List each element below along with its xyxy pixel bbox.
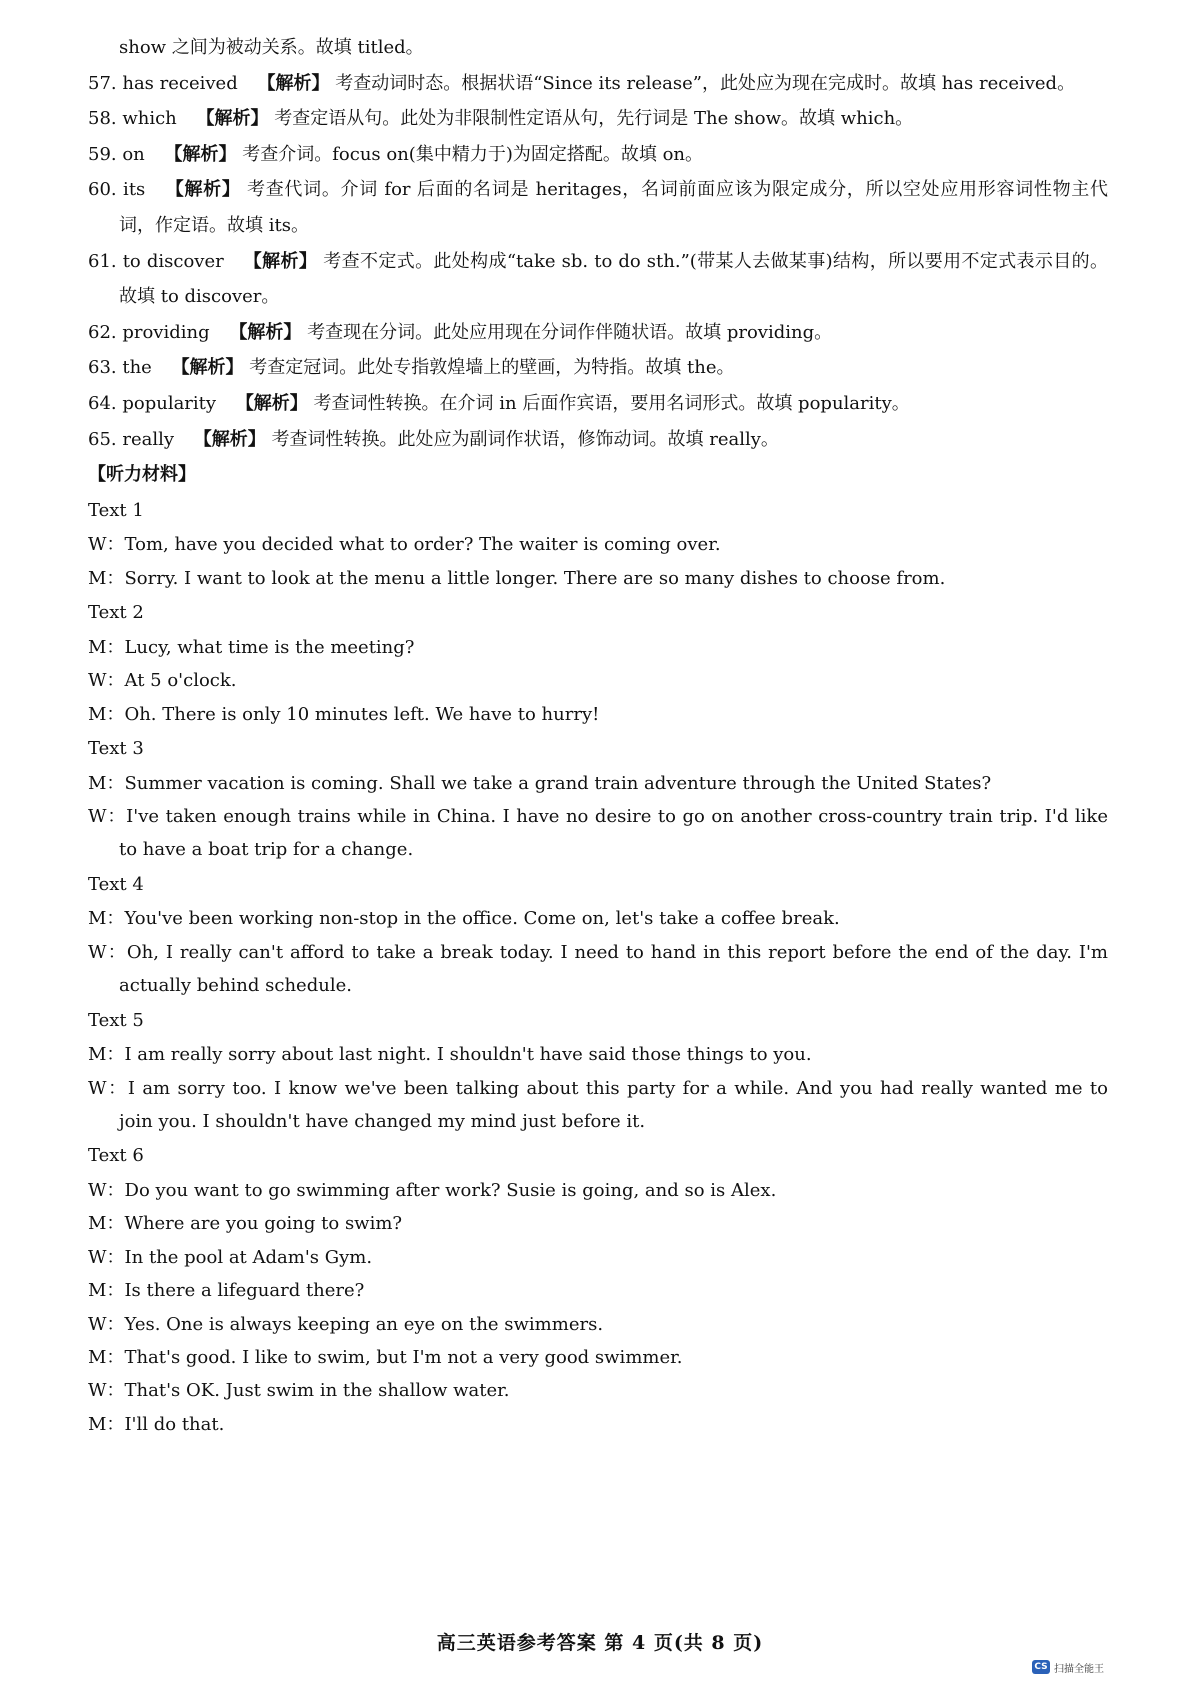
analysis-body: 考查动词时态。根据状语“Since its release”，此处应为现在完成时。故填 has received。 <box>335 72 1076 94</box>
camscanner-label: 扫描全能王 <box>1054 1663 1104 1675</box>
dialogue-line <box>88 936 1108 1003</box>
answer-text: 63. the <box>88 357 152 379</box>
dialogue-text: Summer vacation is coming. Shall we take a grand train adventure through the United States? <box>124 772 992 794</box>
transcript-label: Text 4 <box>88 873 144 895</box>
speaker-label: M： <box>88 1044 125 1066</box>
dialogue-text: Lucy, what time is the meeting? <box>124 636 415 658</box>
dialogue-text: Oh, I really can't afford to take a break today. I need to hand in this report before the end of the day. I'm actually behind schedule. <box>119 941 1108 997</box>
speaker-label: M： <box>88 772 125 794</box>
analysis-tag: 【解析】 <box>193 428 266 450</box>
dialogue-text: You've been working non-stop in the office. Come on, let's take a coffee break. <box>124 908 840 930</box>
dialogue-text: At 5 o'clock. <box>124 670 237 692</box>
dialogue-text: Is there a lifeguard there? <box>124 1280 365 1302</box>
dialogue-text: In the pool at Adam's Gym. <box>124 1246 373 1268</box>
dialogue-line <box>88 1174 1108 1207</box>
transcript-label: Text 2 <box>88 602 144 624</box>
dialogue-line <box>88 1408 1108 1441</box>
answer-page <box>88 30 1108 1441</box>
dialogue-text: I'll do that. <box>124 1413 225 1435</box>
dialogue-line <box>88 528 1108 561</box>
speaker-label: M： <box>88 567 125 589</box>
answer-text: 60. its <box>88 179 146 201</box>
dialogue-line <box>88 698 1108 731</box>
answer-text: 59. on <box>88 143 145 165</box>
speaker-label: W： <box>88 941 127 963</box>
answer-item-58 <box>88 101 1108 137</box>
transcript-label: Text 6 <box>88 1145 144 1167</box>
speaker-label: W： <box>88 805 127 827</box>
dialogue-text: I've taken enough trains while in China. I have no desire to go on another cross-country train trip. I'd like to have a boat trip for a change. <box>119 805 1108 861</box>
dialogue-text: That's good. I like to swim, but I'm not a very good swimmer. <box>124 1347 683 1368</box>
analysis-body: 考查不定式。此处构成“take sb. to do sth.”(带某人去做某事)结构，所以要用不定式表示目的。故填 to discover。 <box>119 250 1108 308</box>
answer-text: 62. providing <box>88 321 210 343</box>
dialogue-text: Tom, have you decided what to order? The waiter is coming over. <box>124 534 721 556</box>
speaker-label: M： <box>88 1347 125 1368</box>
analysis-tag: 【解析】 <box>165 179 241 201</box>
speaker-label: M： <box>88 1213 125 1235</box>
answer-text: 61. to discover <box>88 250 224 272</box>
scanner-watermark <box>1032 1656 1172 1678</box>
transcript-label: Text 5 <box>88 1009 144 1031</box>
dialogue-line <box>88 664 1108 697</box>
dialogue-text: I am sorry too. I know we've been talking about this party for a while. And you had really wanted me to join you. I shouldn't have changed my mind just before it. <box>119 1077 1108 1132</box>
dialogue-text: Sorry. I want to look at the menu a little longer. There are so many dishes to choose from. <box>124 567 946 589</box>
dialogue-text: I am really sorry about last night. I shouldn't have said those things to you. <box>124 1044 812 1066</box>
dialogue-line <box>88 1241 1108 1274</box>
dialogue-line <box>88 631 1108 664</box>
analysis-tag: 【解析】 <box>229 321 302 343</box>
dialogue-line <box>88 1207 1108 1240</box>
speaker-label: W： <box>88 1246 125 1268</box>
dialogue-line <box>88 1072 1108 1139</box>
speaker-label: M： <box>88 1413 125 1435</box>
analysis-tag: 【解析】 <box>196 108 269 130</box>
analysis-body: 考查定语从句。此处为非限制性定语从句，先行词是 The show。故填 which。 <box>274 108 914 130</box>
answer-item-64 <box>88 386 1108 422</box>
listening-section-title: 【听力材料】 <box>88 464 196 486</box>
dialogue-line <box>88 1308 1108 1341</box>
dialogue-line <box>88 1374 1108 1407</box>
answer-text: 57. has received <box>88 72 238 94</box>
dialogue-line <box>88 1274 1108 1307</box>
analysis-body: 考查代词。介词 for 后面的名词是 heritages，名词前面应该为限定成分，所以空处应用形容词性物主代词，作定语。故填 its。 <box>119 179 1109 236</box>
dialogue-line <box>88 1341 1108 1374</box>
answer-item-65 <box>88 422 1108 458</box>
transcript-label: Text 3 <box>88 737 144 759</box>
answer-item-60 <box>88 172 1108 243</box>
camscanner-logo-icon: CS <box>1032 1660 1050 1674</box>
listening-transcripts <box>88 493 1108 1442</box>
speaker-label: M： <box>88 636 125 658</box>
dialogue-text: Yes. One is always keeping an eye on the swimmers. <box>124 1313 604 1335</box>
answer-56-continuation: show 之间为被动关系。故填 titled。 <box>119 37 424 58</box>
answer-item-63 <box>88 350 1108 386</box>
speaker-label: W： <box>88 534 125 556</box>
speaker-label: M： <box>88 1280 125 1302</box>
speaker-label: W： <box>88 1179 125 1201</box>
page-footer: 高三英语参考答案 第 4 页(共 8 页) <box>436 1632 764 1654</box>
transcript-label: Text 1 <box>88 499 144 521</box>
answer-item-61 <box>88 244 1108 315</box>
analysis-body: 考查词性转换。此处应为副词作状语，修饰动词。故填 really。 <box>271 428 779 450</box>
analysis-body: 考查词性转换。在介词 in 后面作宾语，要用名词形式。故填 popularity。 <box>313 392 910 414</box>
answer-text: 58. which <box>88 108 177 130</box>
dialogue-line <box>88 562 1108 595</box>
analysis-tag: 【解析】 <box>243 250 318 272</box>
dialogue-text: Where are you going to swim? <box>124 1213 403 1235</box>
answer-text: 65. really <box>88 428 175 450</box>
analysis-tag: 【解析】 <box>257 72 330 94</box>
analysis-tag: 【解析】 <box>164 143 237 165</box>
answer-item-57 <box>88 66 1108 102</box>
dialogue-line <box>88 1038 1108 1071</box>
answer-item-62 <box>88 315 1108 351</box>
dialogue-text: Oh. There is only 10 minutes left. We have to hurry! <box>124 703 600 725</box>
analysis-body: 考查介词。focus on(集中精力于)为固定搭配。故填 on。 <box>242 143 704 165</box>
answer-item-59 <box>88 137 1108 173</box>
speaker-label: W： <box>88 1380 125 1402</box>
analysis-tag: 【解析】 <box>235 392 308 414</box>
dialogue-line <box>88 902 1108 935</box>
dialogue-line <box>88 800 1108 867</box>
speaker-label: M： <box>88 703 125 725</box>
analysis-body: 考查定冠词。此处专指敦煌墙上的壁画，为特指。故填 the。 <box>249 357 735 379</box>
answer-text: 64. popularity <box>88 392 217 414</box>
speaker-label: M： <box>88 908 125 930</box>
speaker-label: W： <box>88 1077 128 1099</box>
analysis-tag: 【解析】 <box>171 357 244 379</box>
speaker-label: W： <box>88 1313 125 1335</box>
dialogue-text: Do you want to go swimming after work? Susie is going, and so is Alex. <box>124 1179 777 1201</box>
speaker-label: W： <box>88 670 125 692</box>
dialogue-text: That's OK. Just swim in the shallow water. <box>124 1380 510 1402</box>
analysis-body: 考查现在分词。此处应用现在分词作伴随状语。故填 providing。 <box>307 321 833 343</box>
dialogue-line <box>88 767 1108 800</box>
